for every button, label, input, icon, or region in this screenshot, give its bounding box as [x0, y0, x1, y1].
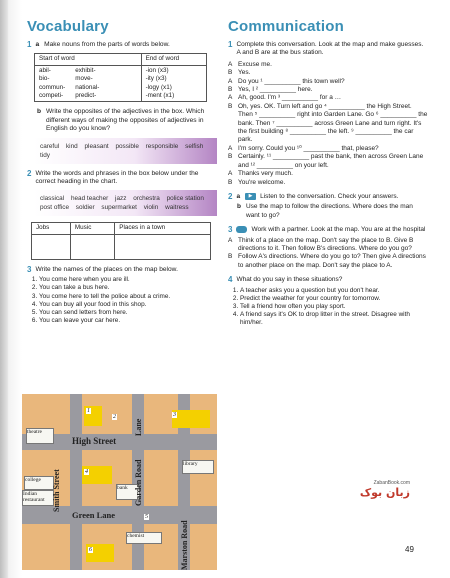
table-header: Music [70, 223, 114, 234]
word: possible [115, 142, 139, 150]
instruction: Work with a partner. Look at the map. You are at the hospital [251, 226, 426, 234]
part-letter: b [37, 108, 42, 116]
library-building [182, 460, 214, 474]
line-text: You're welcome. [238, 178, 286, 186]
ex-number: 4 [228, 275, 233, 285]
list-item: 1. A teacher asks you a question but you don't hear. [240, 287, 428, 295]
word: bio- [39, 75, 50, 83]
speaker: A [228, 60, 233, 68]
place-label: bank [117, 485, 128, 491]
word: commun- [39, 83, 66, 91]
list-item: 6. You can leave your car here. [39, 317, 217, 325]
comm-ex3 [228, 226, 428, 270]
empty-cell[interactable] [32, 234, 71, 259]
zabanbook-logo [350, 480, 410, 500]
dialog-line [228, 69, 428, 77]
word: supermarket [101, 204, 137, 212]
word: waitress [165, 204, 189, 212]
instruction: Write the names of the places on the map below. [35, 265, 178, 273]
green-lane-label: Green Lane [72, 510, 116, 520]
word: national- [75, 83, 100, 91]
word: abil- [39, 66, 51, 74]
dialog-line [228, 61, 428, 69]
map-block [190, 524, 217, 570]
word: police station [166, 195, 204, 203]
word: careful [40, 142, 60, 150]
conversation [228, 61, 428, 187]
dialog-line [228, 78, 428, 86]
dialog-line [228, 179, 428, 187]
page-number: 49 [405, 545, 414, 554]
map-block [144, 524, 178, 570]
word: head teacher [70, 195, 109, 203]
ex-number: 1 [27, 40, 32, 49]
categories-chart [31, 222, 211, 259]
map-block [144, 450, 178, 506]
place-label: college [25, 477, 41, 483]
lane-label: Lane [134, 418, 143, 436]
map-number: 4 [85, 469, 88, 475]
map-block [22, 524, 70, 570]
list-item: 5. You can send letters from here. [39, 309, 217, 317]
place-label: library [183, 461, 198, 467]
place-label: chemist [127, 533, 145, 539]
part-letter: a [236, 192, 241, 200]
word-parts-table [34, 53, 207, 102]
end-words-cell [141, 65, 206, 102]
word: move- [75, 75, 93, 83]
word: predict- [75, 92, 97, 100]
watermark-url: ZabanBook.com [373, 480, 410, 486]
communication-column [228, 18, 428, 328]
word: responsible [145, 142, 179, 150]
restaurant-building [22, 490, 54, 506]
line-text: Oh, yes. OK. Turn left and go ⁴ __________ the High Street. Then ⁵ __________ right into Garden Lane. Go ⁶ __________ the bank. Then ⁷ __________ across Green Lane and turn right. It's the first building ⁸ __________ the left. ⁹ __________ the car park. [238, 102, 428, 144]
instruction: Listen to the conversation. Check your answers. [260, 192, 399, 200]
word: soldier [75, 204, 95, 212]
speaker: B [228, 86, 233, 94]
line-text: Yes. [238, 69, 251, 77]
speaker: A [228, 170, 233, 178]
situation-list [228, 287, 428, 328]
college-building [24, 476, 54, 490]
speaker: B [228, 178, 233, 186]
comm-ex4 [228, 276, 428, 327]
dialog-line [228, 237, 428, 254]
instruction: Use the map to follow the directions. Where does the man want to go? [245, 203, 413, 219]
word: violin [143, 204, 159, 212]
line-text: Think of a place on the map. Don't say the place to B. Give B directions to it. Then follow B's directions. Where do you go? [238, 236, 414, 252]
pair-work-icon [236, 226, 247, 233]
word: -ity (x3) [145, 75, 167, 83]
list-item: 1. You come here when you are ill. [39, 276, 217, 284]
word: jazz [115, 195, 127, 203]
ex-number: 2 [27, 168, 32, 178]
part-letter: b [237, 203, 241, 211]
ex-number: 1 [228, 40, 233, 49]
empty-cell[interactable] [70, 234, 114, 259]
communication-heading: Communication [228, 18, 344, 35]
high-street-label: High Street [72, 436, 117, 446]
table-header: Jobs [32, 223, 71, 234]
vocab-ex2 [27, 170, 217, 260]
speaker: B [228, 253, 233, 261]
list-item: 2. Predict the weather for your country for tomorrow. [240, 295, 428, 303]
smith-street-label: Smith Street [52, 469, 61, 512]
place-label: Indian restaurant [23, 491, 45, 503]
word: classical [40, 195, 65, 203]
list-item: 4. You can buy all your food in this shop. [39, 301, 217, 309]
line-text: Yes, I ² __________ here. [238, 86, 313, 94]
speaker: B [228, 69, 233, 77]
start-words-cell [35, 65, 142, 102]
word: -ion (x3) [145, 66, 169, 74]
speaker: B [228, 102, 233, 110]
instruction: Write the words and phrases in the box below under the correct heading in the chart. [35, 169, 199, 186]
marston-road-label: Marston Road [180, 520, 189, 570]
vocab-ex3 [27, 266, 217, 326]
word: exhibit- [75, 66, 96, 74]
map-number: 6 [89, 547, 92, 553]
unknown-building-3 [172, 410, 210, 428]
vocabulary-heading: Vocabulary [27, 18, 109, 35]
speaker: A [228, 94, 233, 102]
word: pleasant [84, 142, 109, 150]
town-map [22, 394, 217, 570]
line-text: Do you ¹ __________ this town well? [238, 77, 345, 85]
map-number: 5 [145, 514, 148, 520]
word: tidy [40, 151, 50, 159]
table-header: End of word [141, 54, 206, 65]
map-number: 3 [173, 412, 176, 418]
map-block [190, 450, 217, 506]
dialog-line [228, 94, 428, 102]
dialog-line [228, 253, 428, 270]
ex-number: 3 [27, 264, 32, 274]
list-item: 3. You come here to tell the police about a crime. [39, 293, 217, 301]
dialog-line [228, 103, 428, 145]
speaker: A [228, 144, 233, 152]
map-number: 2 [113, 414, 116, 420]
line-text: I'm sorry. Could you ¹⁰ __________ that, please? [238, 144, 379, 152]
list-item: 3. Tell a friend how often you play sport. [240, 303, 428, 311]
theatre-building [26, 428, 54, 444]
line-text: Excuse me. [238, 60, 272, 68]
empty-cell[interactable] [115, 234, 211, 259]
speaker: B [228, 153, 233, 161]
book-spine-shadow [0, 0, 8, 578]
instruction: Make nouns from the parts of words below. [44, 41, 170, 48]
word: post office [40, 204, 70, 212]
dialog-line [228, 170, 428, 178]
word: -ment (x1) [145, 92, 175, 100]
dialog-line [228, 153, 428, 170]
speaker: A [228, 236, 233, 244]
line-text: Ah, good. I'm ³ __________ for a … [238, 94, 342, 102]
clue-list [27, 276, 217, 325]
instruction: Write the opposites of the adjectives in the box. Which different ways of making the opposites of adjectives in English do you know? [46, 108, 205, 133]
vocabulary-column [27, 18, 217, 326]
dialog-line [228, 145, 428, 153]
map-number: 1 [87, 408, 90, 414]
adjectives-box [34, 138, 217, 164]
comm-ex2 [228, 193, 428, 220]
word: orchestra [133, 195, 160, 203]
part-letter: a [35, 41, 40, 48]
word: kind [65, 142, 78, 150]
line-text: Follow A's directions. Where do you go to? Then give A directions to another place on the map. Don't say the place to A. [238, 253, 426, 269]
line-text: Certainly. ¹¹ __________ past the bank, then across Green Lane and ¹² __________ on your left. [238, 153, 424, 169]
table-header: Start of word [35, 54, 142, 65]
list-item: 4. A friend says it's OK to drop litter in the street. Disagree with him/her. [240, 311, 428, 327]
chemist-building [126, 532, 162, 544]
speaker: A [228, 77, 233, 85]
table-header: Places in a town [115, 223, 211, 234]
instruction: Complete this conversation. Look at the map and make guesses. A and B are at the bus station. [236, 41, 424, 57]
word: selfish [185, 142, 204, 150]
garden-road-label: Garden Road [134, 459, 143, 506]
instruction: What do you say in these situations? [236, 276, 343, 284]
comm-ex1 [228, 41, 428, 187]
audio-icon[interactable]: ▶ [245, 193, 256, 200]
place-label: theatre [27, 429, 42, 435]
ex-number: 2 [228, 191, 233, 201]
dialog-line [228, 86, 428, 94]
list-item: 2. You can take a bus here. [39, 284, 217, 292]
vocab-ex1 [27, 41, 217, 164]
word: competi- [39, 92, 64, 100]
line-text: Thanks very much. [238, 170, 293, 178]
watermark-name: زبان بوک [359, 486, 410, 499]
words-box [34, 190, 217, 216]
ex-number: 3 [228, 225, 233, 235]
word: -logy (x1) [145, 83, 172, 91]
